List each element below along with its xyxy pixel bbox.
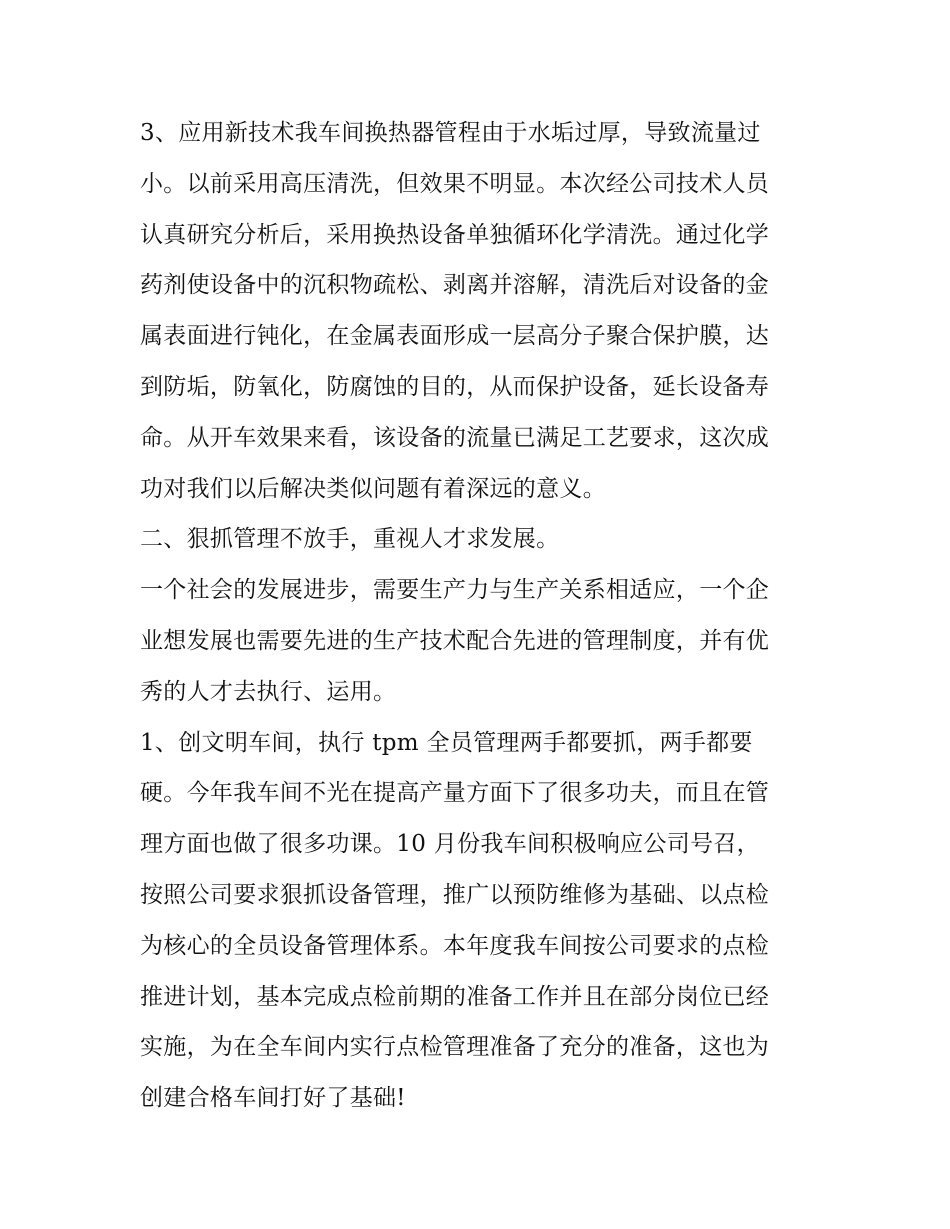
section-heading: 二、狠抓管理不放手，重视人才求发展。: [140, 526, 560, 553]
text-line: 1、创文明车间，执行 tpm 全员管理两手都要抓，两手都要: [140, 729, 753, 756]
text-line: 一个社会的发展进步，需要生产力与生产关系相适应，一个企: [140, 577, 770, 604]
text-line: 功对我们以后解决类似问题有着深远的意义。: [140, 475, 606, 502]
text-line: 到防垢，防氧化，防腐蚀的目的，从而保护设备，延长设备寿: [140, 373, 770, 400]
text-line: 小。以前采用高压清洗，但效果不明显。本次经公司技术人员: [140, 170, 770, 197]
text-line: 属表面进行钝化，在金属表面形成一层高分子聚合保护膜，达: [140, 323, 770, 350]
text-line: 硬。今年我车间不光在提高产量方面下了很多功夫，而且在管: [140, 780, 770, 807]
text-line: 药剂使设备中的沉积物疏松、剥离并溶解，清洗后对设备的金: [140, 272, 770, 299]
text-line: 实施，为在全车间内实行点检管理准备了充分的准备，这也为: [140, 1034, 770, 1061]
text-line: 秀的人才去执行、运用。: [140, 678, 397, 705]
text-line: 创建合格车间打好了基础!: [140, 1085, 406, 1112]
text-line: 认真研究分析后，采用换热设备单独循环化学清洗。通过化学: [140, 221, 770, 248]
text-line: 为核心的全员设备管理体系。本年度我车间按公司要求的点检: [140, 932, 770, 959]
body-text: [140, 108, 820, 1124]
text-line: 按照公司要求狠抓设备管理，推广以预防维修为基础、以点检: [140, 881, 770, 908]
text-line: 推进计划，基本完成点检前期的准备工作并且在部分岗位已经: [140, 983, 770, 1010]
text-line: 3、应用新技术我车间换热器管程由于水垢过厚，导致流量过: [140, 120, 761, 146]
text-line: 命。从开车效果来看，该设备的流量已满足工艺要求，这次成: [140, 424, 770, 451]
text-line: 理方面也做了很多功课。10 月份我车间积极响应公司号召，: [140, 831, 760, 858]
text-line: 业想发展也需要先进的生产技术配合先进的管理制度，并有优: [140, 627, 770, 654]
